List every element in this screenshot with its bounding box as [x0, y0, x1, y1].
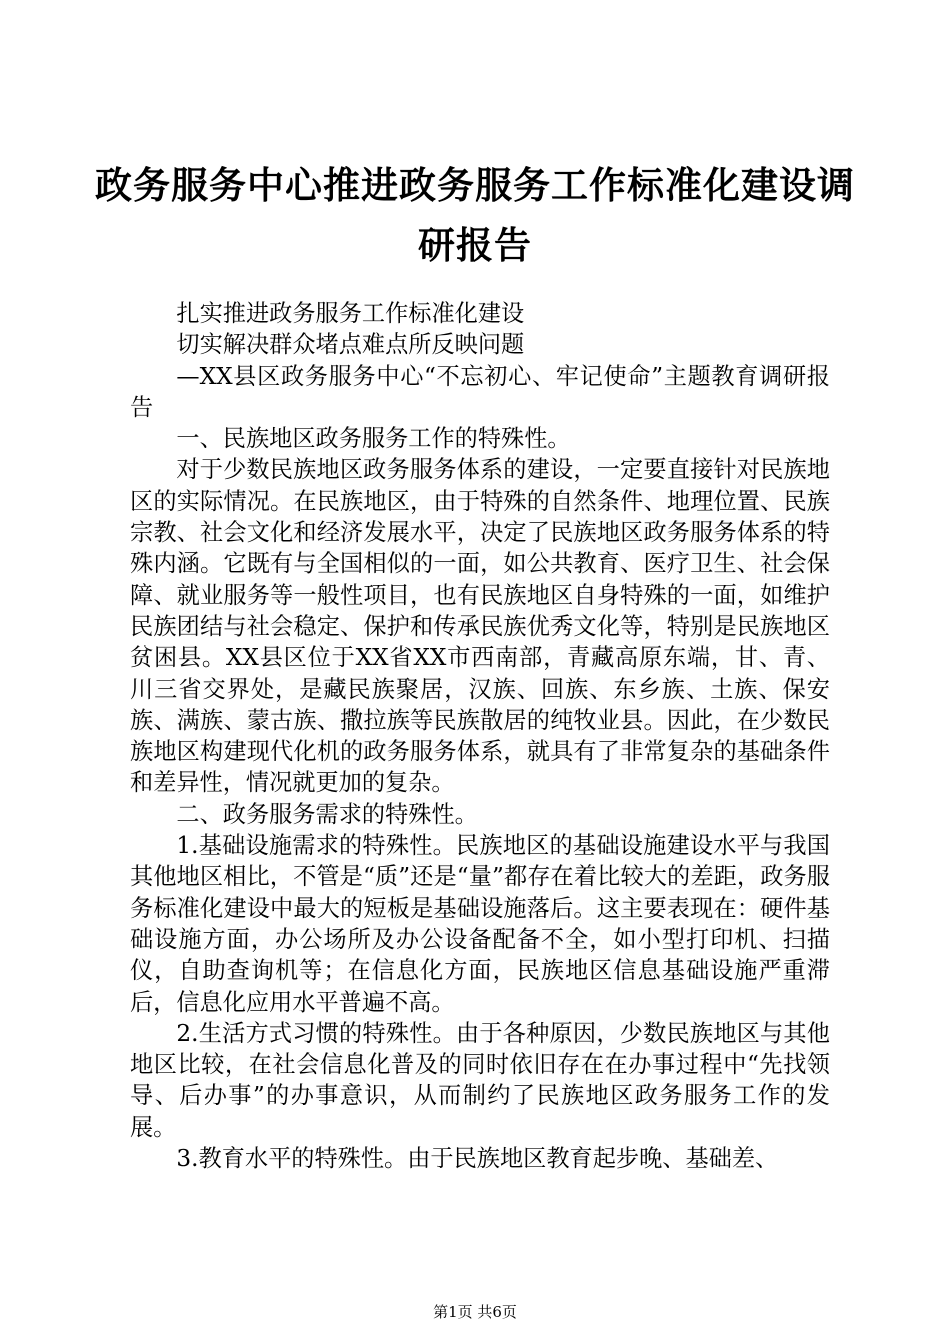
paragraph: 3.教育水平的特殊性。由于民族地区教育起步晚、基础差、 [176, 1145, 779, 1173]
subtitle-line-1: 扎实推进政务服务工作标准化建设 [176, 300, 525, 327]
document-title: 政务服务中心推进政务服务工作标准化建设调研报告 [95, 164, 855, 267]
subtitle-line-2: 切实解决群众堵点难点所反映问题 [176, 331, 525, 359]
section-heading-1: 一、民族地区政务服务工作的特殊性。 [176, 425, 571, 453]
section-heading-2: 二、政务服务需求的特殊性。 [176, 800, 478, 828]
document-body [130, 298, 830, 1174]
paragraph: 对于少数民族地区政务服务体系的建设，一定要直接针对民族地区的实际情况。在民族地区，由于特殊的自然条件、地理位置、民族宗教、社会文化和经济发展水平，决定了民族地区政务服务体系的特殊内涵。它既有与全国相似的一面，如公共教育、医疗卫生、社会保障、就业服务等一般性项目，也有民族地区自身特殊的一面，如维护民族团结与社会稳定、保护和传承民族优秀文化等，特别是民族地区贫困县。XX县区位于XX省XX市西南部，青藏高原东端，甘、青、川三省交界处，是藏民族聚居，汉族、回族、东乡族、土族、保安族、满族、蒙古族、撒拉族等民族散居的纯牧业县。因此，在少数民族地区构建现代化机的政务服务体系，就具有了非常复杂的基础条件和差异性，情况就更加的复杂。 [130, 456, 830, 797]
paragraph: 2.生活方式习惯的特殊性。由于各种原因，少数民族地区与其他地区比较，在社会信息化普及的同时依旧存在在办事过程中“先找领导、后办事”的办事意识，从而制约了民族地区政务服务工作的发展。 [130, 1019, 830, 1141]
page-number-footer: 第1页 共6页 [433, 1303, 517, 1321]
subtitle-line-3: —XX县区政务服务中心“不忘初心、牢记使命”主题教育调研报告 [130, 362, 830, 421]
paragraph: 1.基础设施需求的特殊性。民族地区的基础设施建设水平与我国其他地区相比，不管是“质”还是“量”都存在着比较大的差距，政务服务标准化建设中最大的短板是基础设施落后。这主要表现在：硬件基础设施方面，办公场所及办公设备配备不全，如小型打印机、扫描仪，自助查询机等；在信息化方面，民族地区信息基础设施严重滞后，信息化应用水平普遍不高。 [130, 832, 830, 1016]
